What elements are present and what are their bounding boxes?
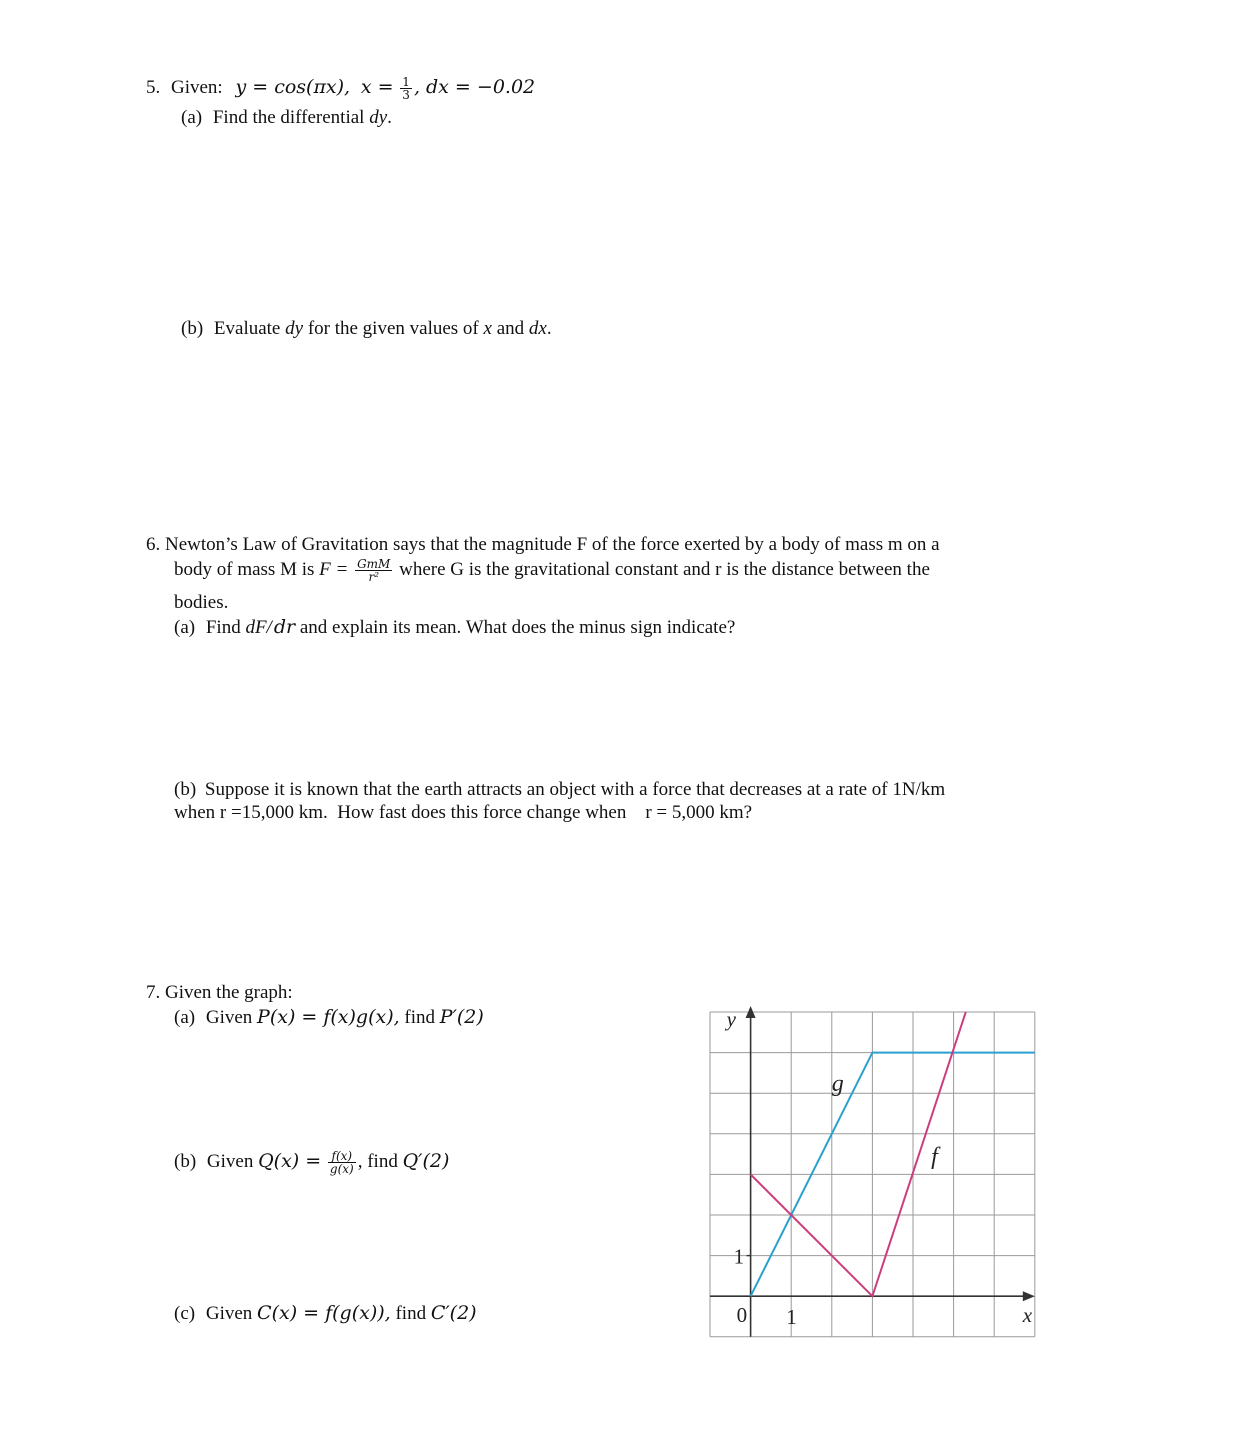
q7-b-text: Given (206, 1151, 254, 1172)
q6-b-line2: when r =15,000 km. How fast does this force change when r = 5,000 km? (174, 802, 753, 823)
series-label-g: g (831, 1071, 844, 1098)
q5-b-text1: Evaluate (213, 318, 281, 339)
q7-b-num: f(x) (328, 1150, 356, 1163)
q7-b-target: Q′(2) (402, 1150, 450, 1172)
q6-a-label: (a) (174, 617, 196, 638)
q7-b-find: find (367, 1151, 398, 1172)
q7-a-find: find (404, 1007, 436, 1028)
q7-b-expr: Q(x) = (258, 1150, 322, 1172)
q7-a-text: Given (205, 1007, 253, 1028)
q6-b-line1: Suppose it is known that the earth attracts an object with a force that decreases at a rate of 1N/km (204, 779, 946, 800)
q6-part-b-line2 (174, 802, 752, 824)
q5-b-text3: and (496, 318, 525, 339)
q7-c-target: C′(2) (430, 1302, 477, 1324)
q6-line2 (174, 558, 930, 583)
q5-eq-dx: , dx = −0.02 (413, 76, 536, 98)
q5-eq-y: y = cos(πx), (235, 76, 351, 98)
q7-b-den: g(x) (329, 1162, 354, 1177)
q5-part-b (181, 318, 552, 340)
q5-a-label: (a) (181, 107, 203, 128)
axis-label-y: y (726, 1007, 736, 1031)
tick-label-y-1: 1 (733, 1244, 745, 1269)
axis-label-x: x (1022, 1303, 1033, 1328)
tick-label-x-1: 1 (786, 1305, 797, 1330)
q5-b-end: . (546, 318, 552, 339)
q6-line1-text: Newton’s Law of Gravitation says that the magnitude F of the force exerted by a body of mass m on a (165, 534, 940, 555)
q6-a-text1: Find (205, 617, 241, 638)
q6-part-a (174, 616, 735, 639)
fg-graph (700, 1000, 1045, 1345)
q7-c-expr: C(x) = f(g(x)), (257, 1302, 391, 1324)
q7-c-find: find (395, 1303, 427, 1324)
q5-b-label: (b) (181, 318, 204, 339)
q5-x-num: 1 (402, 75, 410, 90)
q5-a-end: . (387, 107, 392, 128)
q5-eq-x: x = (360, 76, 394, 98)
q6-b-label: (b) (174, 779, 197, 800)
q5-x-den: 3 (402, 88, 410, 103)
q6-frac-den: r² (368, 570, 379, 584)
q5-b-var1: dy (285, 318, 304, 339)
q7-part-a (174, 1006, 484, 1029)
q6-line2-pre: body of mass M is (174, 558, 315, 580)
series-label-f: f (931, 1144, 938, 1171)
q5-number: 5. (146, 77, 161, 98)
q5-a-text: Find the differential (212, 107, 365, 128)
q6-number: 6. (146, 534, 161, 555)
q7-a-target: P′(2) (439, 1006, 484, 1028)
q6-a-deriv1: dF/ (245, 617, 272, 638)
x-axis-arrow-icon (1023, 1291, 1035, 1301)
q7-number: 7. (146, 982, 161, 1003)
q7-part-c (174, 1302, 477, 1325)
q7-part-b (174, 1150, 449, 1175)
q7-c-label: (c) (174, 1303, 196, 1324)
q5-x-fraction (400, 76, 412, 101)
q6-part-b-line1 (174, 779, 945, 801)
q7-b-label: (b) (174, 1151, 197, 1172)
q5-b-var3: dx (528, 318, 547, 339)
q7-a-label: (a) (174, 1007, 196, 1028)
q6-line1 (146, 534, 940, 556)
q6-force-fraction (355, 558, 392, 583)
q5-given-label: Given: (171, 77, 223, 98)
q6-line2-post: where G is the gravitational constant and r is the distance between the (399, 558, 930, 580)
q7-intro-line (146, 982, 293, 1004)
tick-label-origin: 0 (736, 1303, 748, 1328)
q6-frac-num: GmM (357, 557, 391, 571)
q6-F-eq: F = (319, 558, 349, 580)
q5-part-a (181, 107, 392, 129)
q7-c-text: Given (205, 1303, 253, 1324)
q5-b-var2: x (483, 318, 492, 339)
q6-line3-text: bodies. (174, 592, 229, 613)
q7-b-fraction (328, 1150, 356, 1175)
q6-a-deriv2: dr (273, 616, 296, 638)
q6-a-text2: and explain its mean. What does the minus sign indicate? (299, 617, 736, 638)
q7-intro: Given the graph: (165, 982, 293, 1003)
q7-a-expr: P(x) = f(x)g(x), (257, 1006, 400, 1028)
q5-a-var: dy (369, 107, 388, 128)
q5-b-text2: for the given values of (307, 318, 479, 339)
q7-b-comma: , (357, 1151, 363, 1172)
q5-given-line (146, 76, 535, 101)
q6-line3 (174, 592, 228, 614)
